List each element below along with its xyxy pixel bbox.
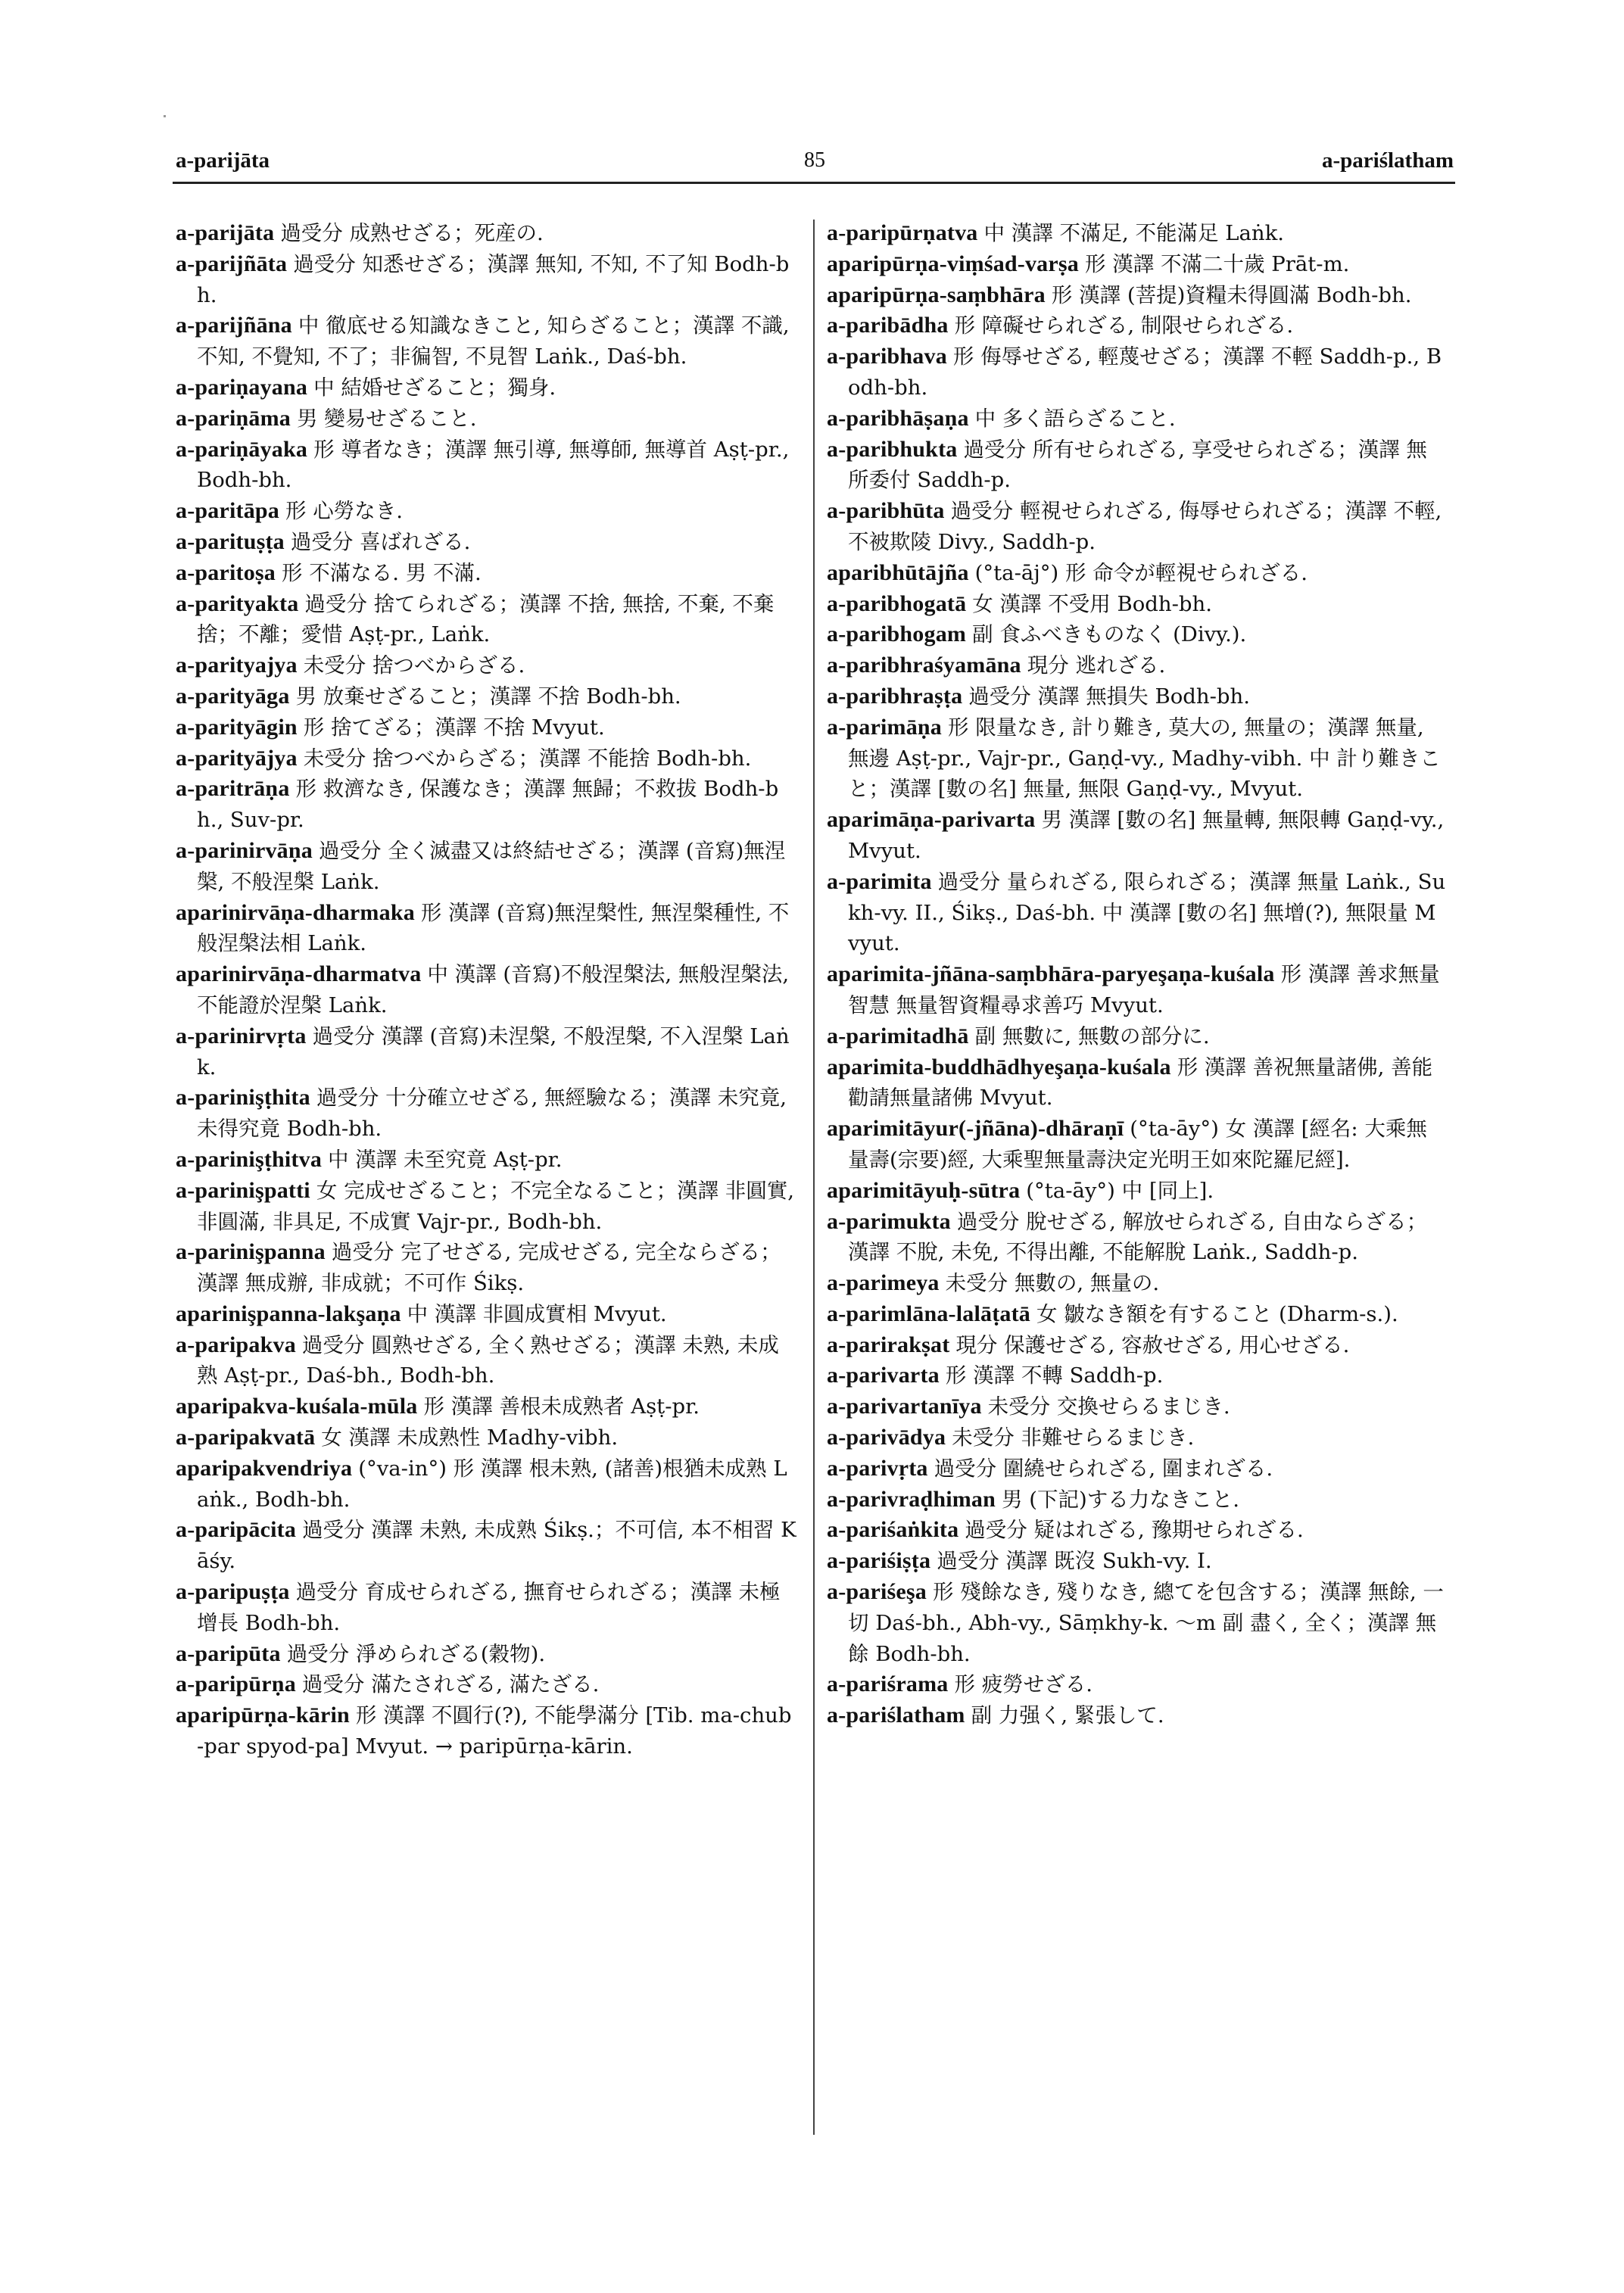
entry-gloss: 未受分 無數の, 無量の. bbox=[945, 1271, 1160, 1296]
entry-headword: aparipakvendriya bbox=[176, 1455, 353, 1481]
dictionary-entry bbox=[827, 1021, 1448, 1052]
dictionary-entry bbox=[176, 1639, 796, 1670]
entry-gloss: 過受分 喜ばれざる. bbox=[290, 529, 471, 554]
dictionary-entry bbox=[827, 435, 1448, 497]
entry-headword: a-pariśrama bbox=[827, 1671, 949, 1697]
dictionary-entry bbox=[827, 496, 1448, 558]
entry-headword: a-parinişpatti bbox=[176, 1177, 310, 1203]
entry-headword: a-paribhukta bbox=[827, 436, 958, 462]
entry-headword: a-parimukta bbox=[827, 1208, 951, 1234]
entry-headword: a-pariślatham bbox=[827, 1703, 965, 1728]
entry-gloss: 形 導者なき；漢譯 無引導, 無導師, 無導首 Aṣṭ-pr., Bodh-bh. bbox=[197, 437, 790, 493]
dictionary-entry bbox=[176, 435, 796, 497]
entry-headword: a-parinişṭhitva bbox=[176, 1146, 323, 1172]
dictionary-entry bbox=[176, 1577, 796, 1639]
dictionary-entry bbox=[176, 372, 796, 403]
entry-headword: a-paribādha bbox=[827, 313, 949, 338]
dictionary-entry bbox=[827, 867, 1448, 959]
entry-gloss: 過受分 圓熟せざる, 全く熟せざる；漢譯 未熟, 未成熟 Aṣṭ-pr., Daś-bh., Bodh-bh. bbox=[197, 1332, 779, 1388]
dictionary-entry bbox=[827, 1700, 1448, 1731]
entry-headword: aparimitāyur(-jñāna)-dhāraṇī bbox=[827, 1116, 1124, 1142]
dictionary-entry bbox=[827, 558, 1448, 589]
entry-headword: aparimita-buddhādhyeşaṇa-kuśala bbox=[827, 1054, 1171, 1080]
entry-gloss: 過受分 捨てられざる；漢譯 不捨, 無捨, 不棄, 不棄捨；不離；愛惜 Aṣṭ-pr., Laṅk. bbox=[197, 591, 775, 647]
dictionary-entry bbox=[176, 249, 796, 311]
dictionary-entry bbox=[176, 1145, 796, 1176]
entry-headword: aparipūrṇa-saṃbhāra bbox=[827, 282, 1046, 307]
dictionary-entry bbox=[176, 959, 796, 1021]
entry-gloss: 形 捨てざる；漢譯 不捨 Mvyut. bbox=[303, 715, 605, 740]
entry-headword: aparipakva-kuśala-mūla bbox=[176, 1394, 418, 1419]
entry-gloss: 形 不滿なる. 男 不滿. bbox=[282, 560, 482, 585]
entry-gloss: 過受分 育成せられざる, 撫育せられざる；漢譯 未極增長 Bodh-bh. bbox=[197, 1580, 781, 1635]
entry-gloss: 過受分 漢譯 既沒 Sukh-vy. I. bbox=[937, 1549, 1212, 1574]
entry-headword: a-parivartanīya bbox=[827, 1394, 982, 1419]
dictionary-entry bbox=[176, 1021, 796, 1083]
entry-headword: a-paribhūta bbox=[827, 498, 945, 524]
entry-gloss: 形 侮辱せざる, 輕蔑せざる；漢譯 不輕 Saddh-p., Bodh-bh. bbox=[848, 344, 1442, 400]
entry-gloss: 中 漢譯 不滿足, 不能滿足 Laṅk. bbox=[983, 221, 1284, 245]
entry-headword: a-parituṣṭa bbox=[176, 528, 285, 554]
entry-headword: a-parityajya bbox=[176, 653, 298, 678]
dictionary-entry bbox=[827, 650, 1448, 681]
entry-gloss: 現分 逃れざる. bbox=[1027, 653, 1166, 678]
entry-gloss: 形 救濟なき, 保護なき；漢譯 無歸；不救拔 Bodh-bh., Suv-pr. bbox=[197, 777, 779, 833]
entry-headword: a-paripakva bbox=[176, 1332, 296, 1357]
page-number: 85 bbox=[804, 148, 825, 172]
entry-headword: a-parimāṇa bbox=[827, 714, 942, 740]
dictionary-entry bbox=[827, 310, 1448, 341]
running-head-left: a-parijāta bbox=[176, 148, 270, 173]
entry-gloss: 現分 保護せざる, 容赦せざる, 用心せざる. bbox=[955, 1332, 1350, 1357]
scan-speck bbox=[164, 115, 166, 117]
entry-headword: a-parinişpanna bbox=[176, 1239, 326, 1265]
dictionary-entry bbox=[176, 836, 796, 898]
dictionary-entry bbox=[176, 1299, 796, 1330]
entry-gloss: 過受分 漢譯 (音寫)未涅槃, 不般涅槃, 不入涅槃 Laṅk. bbox=[197, 1023, 790, 1080]
entry-headword: a-parivraḍhiman bbox=[827, 1486, 996, 1512]
entry-headword: aparimāṇa-parivarta bbox=[827, 807, 1036, 833]
dictionary-entry bbox=[827, 1268, 1448, 1299]
entry-gloss: 女 漢譯 未成熟性 Madhy-vibh. bbox=[321, 1425, 619, 1450]
entry-headword: a-parinirvṛta bbox=[176, 1023, 307, 1048]
entry-headword: a-pariśiṣṭa bbox=[827, 1548, 931, 1574]
entry-headword: a-parijāta bbox=[176, 220, 275, 245]
entry-headword: a-paripuṣṭa bbox=[176, 1579, 290, 1605]
entry-gloss: 過受分 全く滅盡又は終結せざる；漢譯 (音寫)無涅槃, 不般涅槃 Laṅk. bbox=[197, 838, 786, 894]
dictionary-entry bbox=[176, 496, 796, 527]
dictionary-entry bbox=[176, 403, 796, 435]
dictionary-entry bbox=[827, 1391, 1448, 1422]
entry-gloss: 形 漢譯 (音寫)無涅槃性, 無涅槃種性, 不般涅槃法相 Laṅk. bbox=[197, 900, 790, 956]
dictionary-entry bbox=[176, 1515, 796, 1577]
right-column bbox=[827, 218, 1448, 1731]
entry-gloss: 過受分 完了せざる, 完成せざる, 完全ならざる；漢譯 無成辦, 非成就；不可作 Śikṣ. bbox=[197, 1240, 781, 1296]
entry-headword: aparipūrṇa-viṃśad-varṣa bbox=[827, 251, 1079, 276]
page-header bbox=[176, 148, 1454, 179]
dictionary-entry bbox=[176, 774, 796, 836]
dictionary-entry bbox=[176, 898, 796, 960]
dictionary-entry bbox=[176, 681, 796, 712]
entry-headword: a-parityakta bbox=[176, 590, 299, 616]
entry-gloss: 過受分 知悉せざる；漢譯 無知, 不知, 不了知 Bodh-bh. bbox=[197, 251, 790, 307]
entry-headword: a-parimlāna-lalāṭatā bbox=[827, 1301, 1030, 1326]
entry-gloss: 過受分 成熟せざる；死産の. bbox=[280, 221, 544, 245]
dictionary-entry bbox=[176, 1083, 796, 1145]
entry-gloss: (°ta-āy°) 中 [同上]. bbox=[1026, 1178, 1214, 1203]
entry-headword: aparinirvāṇa-dharmaka bbox=[176, 899, 415, 925]
entry-headword: a-parivṛta bbox=[827, 1455, 928, 1481]
dictionary-entry bbox=[176, 1453, 796, 1516]
entry-headword: a-paribhraśyamāna bbox=[827, 653, 1021, 678]
entry-headword: a-parimitadhā bbox=[827, 1023, 969, 1048]
entry-headword: aparibhūtājña bbox=[827, 559, 969, 585]
entry-gloss: (°ta-āy°) 女 漢譯 [經名: 大乘無量壽(宗要)經, 大乘聖無量壽決定光明王如來陀羅尼經]. bbox=[848, 1117, 1427, 1172]
dictionary-entry bbox=[827, 280, 1448, 311]
entry-gloss: 中 徹底せる知識なきこと, 知らざること；漢譯 不識, 不知, 不覺知, 不了；非徧智, 不見智 Laṅk., Daś-bh. bbox=[197, 313, 790, 369]
entry-gloss: 中 結婚せざること；獨身. bbox=[313, 375, 556, 400]
entry-headword: a-parityājya bbox=[176, 745, 298, 771]
entry-gloss: 女 完成せざること；不完全なること；漢譯 非圓實, 非圓滿, 非具足, 不成實 Vajr-pr., Bodh-bh. bbox=[197, 1178, 795, 1234]
entry-gloss: 過受分 所有せられざる, 享受せられざる；漢譯 無所委付 Saddh-p. bbox=[848, 437, 1427, 493]
entry-gloss: 副 力强く, 緊張して. bbox=[971, 1703, 1164, 1728]
dictionary-entry bbox=[827, 959, 1448, 1021]
dictionary-entry bbox=[176, 1669, 796, 1700]
entry-gloss: 形 漢譯 不滿二十歲 Prāt-m. bbox=[1084, 251, 1350, 276]
entry-gloss: 未受分 捨つべからざる. bbox=[303, 653, 525, 678]
entry-gloss: 男 漢譯 [數の名] 無量轉, 無限轉 Gaṇḍ-vy., Mvyut. bbox=[848, 808, 1445, 863]
entry-headword: a-parinirvāṇa bbox=[176, 837, 313, 863]
entry-headword: a-paritrāṇa bbox=[176, 776, 290, 802]
entry-headword: aparipūrṇa-kārin bbox=[176, 1703, 350, 1728]
entry-headword: a-pariṇāyaka bbox=[176, 436, 308, 462]
entry-headword: a-paribhogam bbox=[827, 622, 967, 647]
entry-headword: a-paribhraṣṭa bbox=[827, 683, 963, 709]
entry-gloss: 未受分 捨つべからざる；漢譯 不能捨 Bodh-bh. bbox=[303, 746, 752, 771]
entry-gloss: 形 漢譯 (菩提)資糧未得圓滿 Bodh-bh. bbox=[1051, 282, 1412, 307]
dictionary-entry bbox=[827, 1360, 1448, 1391]
dictionary-entry bbox=[827, 712, 1448, 805]
entry-gloss: (°va-in°) 形 漢譯 根未熟, (諸善)根猶未成熟 Laṅk., Bodh-bh. bbox=[197, 1456, 787, 1512]
dictionary-entry bbox=[827, 1114, 1448, 1176]
dictionary-entry bbox=[176, 650, 796, 681]
entry-gloss: 過受分 滿たされざる, 滿たざる. bbox=[301, 1672, 600, 1697]
dictionary-entry bbox=[827, 1485, 1448, 1516]
dictionary-entry bbox=[176, 1422, 796, 1453]
entry-gloss: 形 漢譯 善祝無量諸佛, 善能勸請無量諸佛 Mvyut. bbox=[848, 1055, 1433, 1111]
entry-headword: a-paribhava bbox=[827, 344, 947, 369]
entry-gloss: 形 障礙せられざる, 制限せられざる. bbox=[954, 313, 1294, 338]
dictionary-entry bbox=[827, 589, 1448, 620]
entry-gloss: 形 疲勞せざる. bbox=[954, 1672, 1093, 1697]
entry-headword: a-paripūrṇa bbox=[176, 1671, 296, 1697]
entry-gloss: 中 漢譯 非圓成實相 Mvyut. bbox=[407, 1301, 667, 1326]
dictionary-entry bbox=[176, 558, 796, 589]
dictionary-entry bbox=[827, 249, 1448, 280]
dictionary-entry bbox=[176, 1237, 796, 1299]
dictionary-entry bbox=[827, 1176, 1448, 1207]
entry-headword: a-parivarta bbox=[827, 1363, 940, 1388]
entry-headword: a-parityāgin bbox=[176, 714, 298, 740]
dictionary-entry bbox=[827, 1330, 1448, 1361]
entry-headword: aparimita-jñāna-saṃbhāra-paryeşaṇa-kuśala bbox=[827, 961, 1275, 987]
dictionary-entry bbox=[176, 527, 796, 558]
entry-headword: a-parityāga bbox=[176, 683, 290, 709]
entry-headword: a-paripūrṇatva bbox=[827, 220, 978, 245]
entry-headword: a-parijñāta bbox=[176, 251, 288, 276]
entry-headword: a-pariṇāma bbox=[176, 405, 291, 431]
entry-gloss: 形 漢譯 善求無量智慧 無量智資糧尋求善巧 Mvyut. bbox=[848, 962, 1440, 1017]
dictionary-entry bbox=[827, 619, 1448, 650]
dictionary-entry bbox=[176, 310, 796, 372]
entry-gloss: 未受分 交換せらるまじき. bbox=[987, 1394, 1230, 1419]
entry-headword: a-paritāpa bbox=[176, 498, 279, 524]
entry-gloss: 過受分 十分確立せざる, 無經驗なる；漢譯 未究竟, 未得究竟 Bodh-bh. bbox=[197, 1086, 787, 1142]
dictionary-entry bbox=[827, 1453, 1448, 1485]
entry-headword: a-paribhāṣaṇa bbox=[827, 405, 969, 431]
dictionary-entry bbox=[827, 1207, 1448, 1269]
dictionary-entry bbox=[176, 1330, 796, 1392]
dictionary-entry bbox=[176, 1176, 796, 1238]
entry-gloss: 中 漢譯 未至究竟 Aṣṭ-pr. bbox=[328, 1147, 563, 1172]
entry-gloss: 過受分 量られざる, 限られざる；漢譯 無量 Laṅk., Sukh-vy. II., Śikṣ., Daś-bh. 中 漢譯 [數の名] 無增(?), 無限量 Mvyut. bbox=[848, 869, 1446, 956]
entry-headword: a-paripūta bbox=[176, 1640, 281, 1666]
entry-headword: a-pariśaṅkita bbox=[827, 1517, 959, 1543]
dictionary-entry bbox=[827, 1515, 1448, 1546]
entry-gloss: 過受分 淨められざる(穀物). bbox=[286, 1641, 546, 1666]
entry-gloss: 過受分 漢譯 無損失 Bodh-bh. bbox=[968, 684, 1250, 709]
dictionary-entry bbox=[827, 1669, 1448, 1700]
entry-headword: aparinirvāṇa-dharmatva bbox=[176, 961, 422, 987]
dictionary-entry bbox=[827, 341, 1448, 403]
entry-gloss: 副 食ふべきものなく (Divy.). bbox=[972, 622, 1247, 647]
entry-gloss: 過受分 脫せざる, 解放せられざる, 自由ならざる；漢譯 不脫, 未免, 不得出離, 不能解脫 Laṅk., Saddh-p. bbox=[848, 1209, 1428, 1265]
column-divider bbox=[813, 220, 815, 2135]
entry-gloss: 過受分 疑はれざる, 豫期せられざる. bbox=[965, 1518, 1304, 1543]
entry-gloss: 男 放棄せざること；漢譯 不捨 Bodh-bh. bbox=[295, 684, 681, 709]
dictionary-entry bbox=[827, 1577, 1448, 1669]
dictionary-entry bbox=[827, 1422, 1448, 1453]
entry-headword: a-parirakṣat bbox=[827, 1332, 950, 1357]
entry-gloss: (°ta-āj°) 形 命令が輕視せられざる. bbox=[974, 560, 1308, 585]
entry-gloss: 男 變易せざること. bbox=[297, 406, 477, 431]
entry-gloss: 形 心勞なき. bbox=[285, 499, 403, 524]
entry-headword: a-parimeya bbox=[827, 1270, 940, 1296]
entry-gloss: 形 限量なき, 計り難き, 莫大の, 無量の；漢譯 無量, 無邊 Aṣṭ-pr., Vajr-pr., Gaṇḍ-vy., Madhy-vibh. 中 計り難きこと；漢譯 [數の名] 無量, 無限 Gaṇḍ-vy., Mvyut. bbox=[848, 715, 1441, 802]
entry-gloss: 過受分 圍繞せられざる, 圍まれざる. bbox=[934, 1456, 1273, 1481]
entry-headword: a-paripakvatā bbox=[176, 1425, 316, 1450]
entry-headword: a-paribhogatā bbox=[827, 590, 967, 616]
entry-gloss: 過受分 漢譯 未熟, 未成熟 Śikṣ.；不可信, 本不相習 Kāśy. bbox=[197, 1518, 796, 1574]
entry-headword: a-pariṇayana bbox=[176, 374, 308, 400]
dictionary-entry bbox=[176, 1391, 796, 1422]
dictionary-entry bbox=[176, 712, 796, 743]
dictionary-entry bbox=[827, 218, 1448, 249]
entry-headword: a-pariśeşa bbox=[827, 1579, 927, 1605]
entry-gloss: 中 漢譯 (音寫)不般涅槃法, 無般涅槃法, 不能證於涅槃 Laṅk. bbox=[197, 962, 790, 1017]
dictionary-entry bbox=[827, 1299, 1448, 1330]
dictionary-entry bbox=[176, 1700, 796, 1762]
entry-headword: aparimitāyuḥ-sūtra bbox=[827, 1177, 1021, 1203]
left-column bbox=[176, 218, 796, 1762]
dictionary-entry bbox=[827, 681, 1448, 712]
entry-gloss: 形 漢譯 不圓行(?), 不能學滿分 [Tib. ma-chub-par spyod-pa] Mvyut. → paripūrṇa-kārin. bbox=[197, 1703, 792, 1759]
entry-headword: a-parinişṭhita bbox=[176, 1085, 310, 1111]
entry-gloss: 形 漢譯 不轉 Saddh-p. bbox=[945, 1363, 1164, 1388]
entry-gloss: 形 漢譯 善根未成熟者 Aṣṭ-pr. bbox=[423, 1394, 700, 1419]
entry-headword: a-paritoṣa bbox=[176, 559, 276, 585]
entry-gloss: 形 殘餘なき, 殘りなき, 總てを包含する；漢譯 無餘, 一切 Daś-bh., Abh-vy., Sāṃkhy-k. 〜m 副 盡く, 全く；漢譯 無餘 Bodh-bh. bbox=[848, 1580, 1444, 1666]
header-rule bbox=[173, 182, 1455, 184]
entry-gloss: 過受分 輕視せられざる, 侮辱せられざる；漢譯 不輕, 不被欺陵 Divy., Saddh-p. bbox=[848, 499, 1442, 554]
entry-gloss: 副 無數に, 無數の部分に. bbox=[974, 1023, 1210, 1048]
entry-headword: a-parimita bbox=[827, 868, 932, 894]
entry-headword: a-paripācita bbox=[176, 1517, 297, 1543]
entry-gloss: 男 (下記)する力なきこと. bbox=[1002, 1487, 1239, 1512]
dictionary-entry bbox=[827, 1052, 1448, 1114]
dictionary-entry bbox=[827, 403, 1448, 435]
entry-gloss: 未受分 非難せらるまじき. bbox=[952, 1425, 1195, 1450]
dictionary-entry bbox=[176, 218, 796, 249]
entry-gloss: 中 多く語らざること. bbox=[974, 406, 1176, 431]
running-head-right: a-pariślatham bbox=[1322, 148, 1454, 173]
entry-gloss: 女 漢譯 不受用 Bodh-bh. bbox=[972, 591, 1212, 616]
dictionary-entry bbox=[176, 743, 796, 774]
dictionary-entry bbox=[176, 589, 796, 651]
entry-headword: a-parijñāna bbox=[176, 313, 292, 338]
entry-headword: a-parivādya bbox=[827, 1425, 946, 1450]
dictionary-entry bbox=[827, 805, 1448, 867]
entry-headword: aparinişpanna-lakşaṇa bbox=[176, 1301, 401, 1326]
dictionary-entry bbox=[827, 1546, 1448, 1577]
entry-gloss: 女 皺なき額を有すること (Dharm-s.). bbox=[1036, 1301, 1398, 1326]
